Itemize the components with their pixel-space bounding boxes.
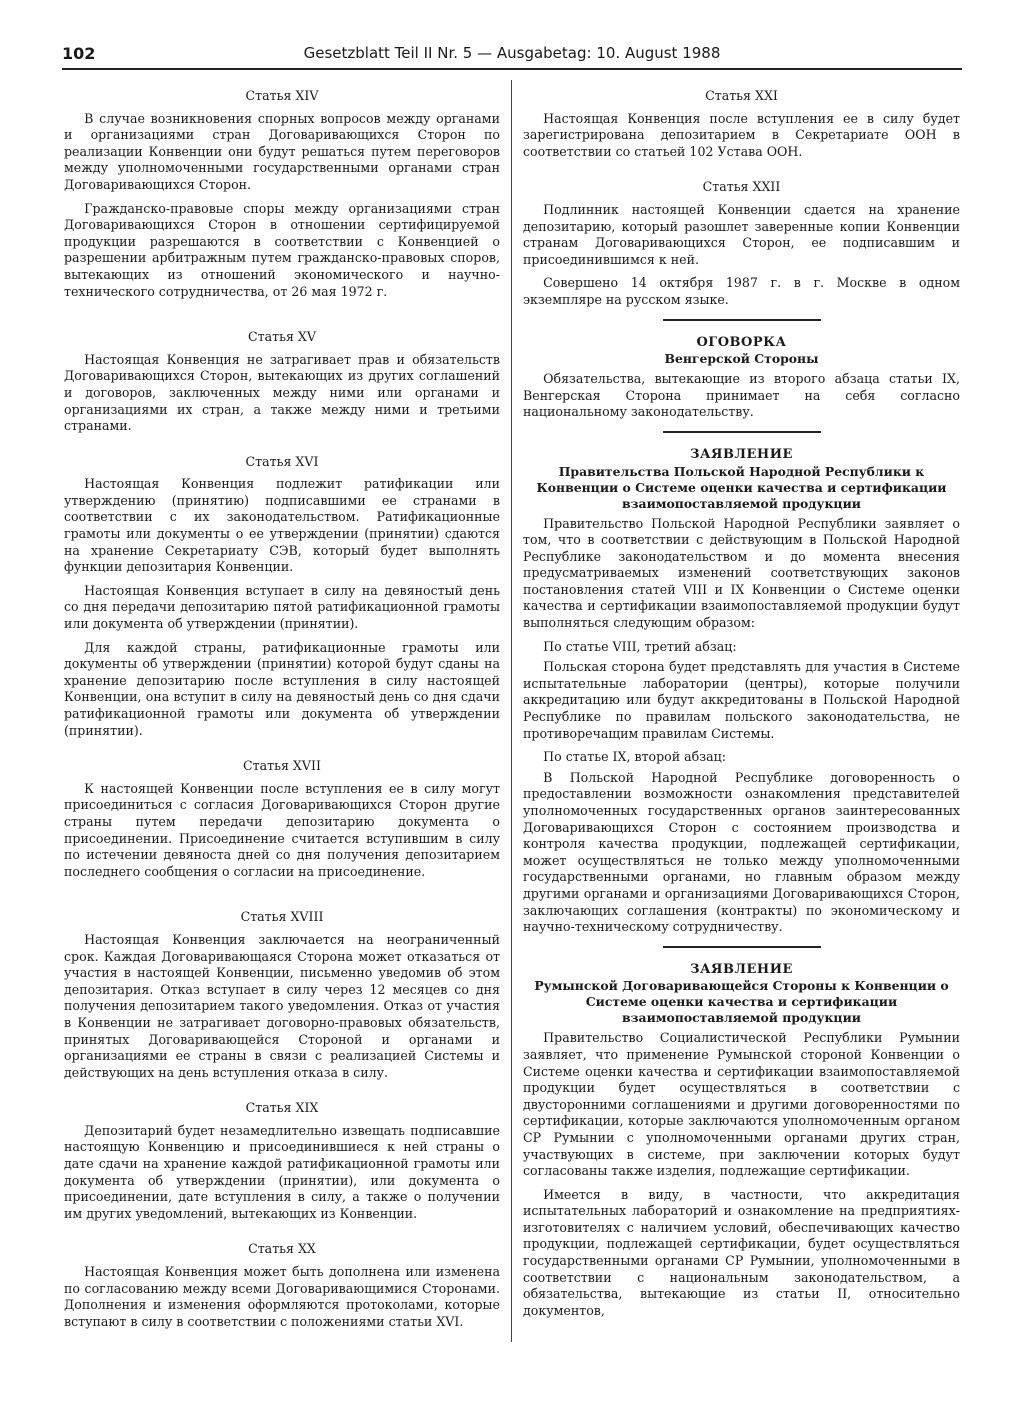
paragraph-subheading: По статье IX, второй абзац: (543, 749, 726, 765)
paragraph: Настоящая Конвенция заключается на неограниченный срок. Каждая Договаривающаяся Сторона может отказаться от участия в настоящей Конвенции, письменно уведомив об этом депозитария. Отказ вступает в силу через 12 месяцев со дня получения депозитарием такого уведомления. Отказ от участия в Конвенции не затрагивает договорно-правовых обязательств, принятых Договаривающейся Стороной и органами и организациями ее страны в связи с реализацией Системы и действующих на день вступления отказа в силу. (64, 931, 500, 1080)
paragraph: Настоящая Конвенция не затрагивает прав и обязательств Договаривающихся Сторон, вытекающих из других соглашений и договоров, заключенных между ними или органами и организациями их стран, а также между ними и третьими странами. (64, 351, 500, 434)
article-18 (64, 909, 500, 1081)
hungarian-reservation (523, 335, 960, 421)
article-heading: Статья XIX (245, 1100, 319, 1116)
article-16 (64, 454, 500, 740)
paragraph: В Польской Народной Республике договоренность о предоставлении возможности ознакомления представителей уполномоченных государственных органов заинтересованных Договаривающихся Сторон с состоянием производства и контроля качества продукции, подлежащей сертификации, может осуществляться не только между уполномоченными государственными органами, но главным образом между другими органами и организациями Договаривающихся Сторон, заключающих соглашения (контракты) по экономическому и научно-техническому сотрудничеству. (523, 769, 960, 935)
paragraph: Настоящая Конвенция подлежит ратификации или утверждению (принятию) подписавшими ее странами в соответствии с их законодательством. Ратификационные грамоты или документы о ее утверждении (принятии) сдаются на хранение Секретариату СЭВ, который будет выполнять функции депозитария Конвенции. (64, 476, 500, 575)
article-20 (64, 1241, 500, 1330)
declaration-title: ЗАЯВЛЕНИЕ (690, 961, 793, 977)
paragraph: В случае возникновения спорных вопросов между органами и организациями стран Договаривающихся Сторон по реализации Конвенции они будут решаться путем переговоров между уполномоченными государственными органами стран Договаривающихся Сторон. (64, 110, 500, 192)
declaration-title: ЗАЯВЛЕНИЕ (690, 446, 793, 462)
article-15 (64, 329, 500, 435)
left-column (64, 88, 500, 1337)
reservation-title: ОГОВОРКА (696, 334, 787, 350)
page-header (62, 44, 962, 70)
paragraph: Для каждой страны, ратификационные грамоты или документы об утверждении (принятии) которой будут сданы на хранение депозитарию после вступления в силу настоящей Конвенции, она вступит в силу на девяностый день со дня сдачи ратификационной грамоты или документа об утверждении (принятии). (64, 639, 500, 738)
declaration-subtitle: Румынской Договаривающейся Стороны к Конвенции о Системе оценки качества и сертификации взаимопоставляемой продукции (534, 978, 949, 1026)
section-divider (663, 319, 821, 321)
paragraph: Имеется в виду, в частности, что аккредитация испытательных лабораторий и ознакомление на предприятиях-изготовителях с наличием условий, обеспечивающих качество продукции, подлежащей сертификации, будет осуществляться государственными органами СР Румынии, уполномоченными в соответствии с национальным законодательством, а обязательства, вытекающие из статьи II, относительно документов, (523, 1186, 960, 1318)
article-heading: Статья XVIII (240, 909, 324, 925)
article-heading: Статья XX (248, 1241, 316, 1257)
article-22 (523, 179, 960, 308)
article-19 (64, 1100, 500, 1222)
page-number: 102 (62, 44, 96, 63)
article-heading: Статья XV (248, 329, 316, 345)
paragraph: Депозитарий будет незамедлительно извещать подписавшие настоящую Конвенцию и присоединившиеся к ней страны о дате сдачи на хранение каждой ратификационной грамоты или документа об утверждении (принятии), или документа о присоединении, дате вступления в силу, а также о получении им других уведомлений, вытекающих из Конвенции. (64, 1122, 500, 1221)
romanian-declaration (523, 962, 960, 1320)
article-heading: Статья XXI (705, 88, 778, 103)
paragraph: Правительство Польской Народной Республики заявляет о том, что в соответствии с действующим в Польской Народной Республике законодательством и до момента внесения предусматриваемых изменений соответствующих законов постановления статей VIII и IX Конвенции о Системе оценки качества и сертификации взаимопоставляемой продукции будут выполняться следующим образом: (523, 515, 960, 631)
article-heading: Статья XVII (243, 758, 321, 774)
paragraph: Правительство Социалистической Республики Румынии заявляет, что применение Румынской стороной Конвенции о Системе оценки качества и сертификации взаимопоставляемой продукции будет осуществляться в соответствии с двусторонними соглашениями и другими договоренностями по сертификации, которые заключаются уполномоченным органом СР Румынии с уполномоченными органами других стран, участвующих в системе, при заключении которых будут согласованы также изделия, подлежащие сертификации. (523, 1030, 960, 1179)
section-divider (663, 946, 821, 948)
paragraph: Совершено 14 октября 1987 г. в г. Москве в одном экземпляре на русском языке. (523, 275, 960, 307)
paragraph: Подлинник настоящей Конвенции сдается на хранение депозитарию, который разошлет заверенные копии Конвенции странам Договаривающихся Сторон, ее подписавшим и присоединившимся к ней. (523, 201, 960, 267)
paragraph: К настоящей Конвенции после вступления ее в силу могут присоединиться с согласия Договаривающихся Сторон другие страны путем передачи депозитарию документа о присоединении. Присоединение считается вступившим в силу по истечении девяноста дней со дня получения депозитарием последнего сообщения о согласии на присоединение. (64, 780, 500, 879)
article-17 (64, 758, 500, 880)
right-column (523, 88, 960, 1326)
article-14 (64, 88, 500, 300)
article-21 (523, 88, 960, 160)
article-heading: Статья XXII (702, 179, 781, 195)
paragraph: Польская сторона будет представлять для участия в Системе испытательные лаборатории (центры), которые получили аккредитацию или будут аккредитованы в Польской Народной Республике по правилам польского законодательства, не противоречащим правилам Системы. (523, 659, 960, 741)
reservation-subtitle: Венгерской Стороны (664, 351, 819, 367)
paragraph-subheading: По статье VIII, третий абзац: (543, 638, 737, 654)
article-heading: Статья XIV (245, 88, 319, 103)
article-heading: Статья XVI (245, 453, 319, 469)
paragraph: Настоящая Конвенция может быть дополнена или изменена по согласованию между всеми Договаривающимися Сторонами. Дополнения и изменения оформляются протоколами, которые вступают в силу в соответствии с положениями статьи XVI. (64, 1264, 500, 1329)
polish-declaration (523, 447, 960, 936)
paragraph: Настоящая Конвенция после вступления ее в силу будет зарегистрирована депозитарием в Секретариате ООН в соответствии со статьей 102 Устава ООН. (523, 110, 960, 159)
publication-title: Gesetzblatt Teil II Nr. 5 — Ausgabetag: 10. August 1988 (303, 44, 721, 62)
column-divider (511, 80, 512, 1342)
paragraph: Настоящая Конвенция вступает в силу на девяностый день со дня передачи депозитарию пятой ратификационной грамоты или документа об утверждении (принятии). (64, 582, 500, 632)
paragraph: Гражданско-правовые споры между организациями стран Договаривающихся Сторон в отношении сертифицируемой продукции разрешаются в соответствии с Конвенцией о разрешении арбитражным путем гражданско-правовых споров, вытекающих из отношений экономического и научно-технического сотрудничества, от 26 мая 1972 г. (64, 200, 500, 299)
section-divider (663, 431, 821, 433)
paragraph: Обязательства, вытекающие из второго абзаца статьи IX, Венгерская Сторона принимает на себя согласно национальному законодательству. (523, 371, 960, 420)
declaration-subtitle: Правительства Польской Народной Республики к Конвенции о Системе оценки качества и сертификации взаимопоставляемой продукции (536, 463, 947, 511)
